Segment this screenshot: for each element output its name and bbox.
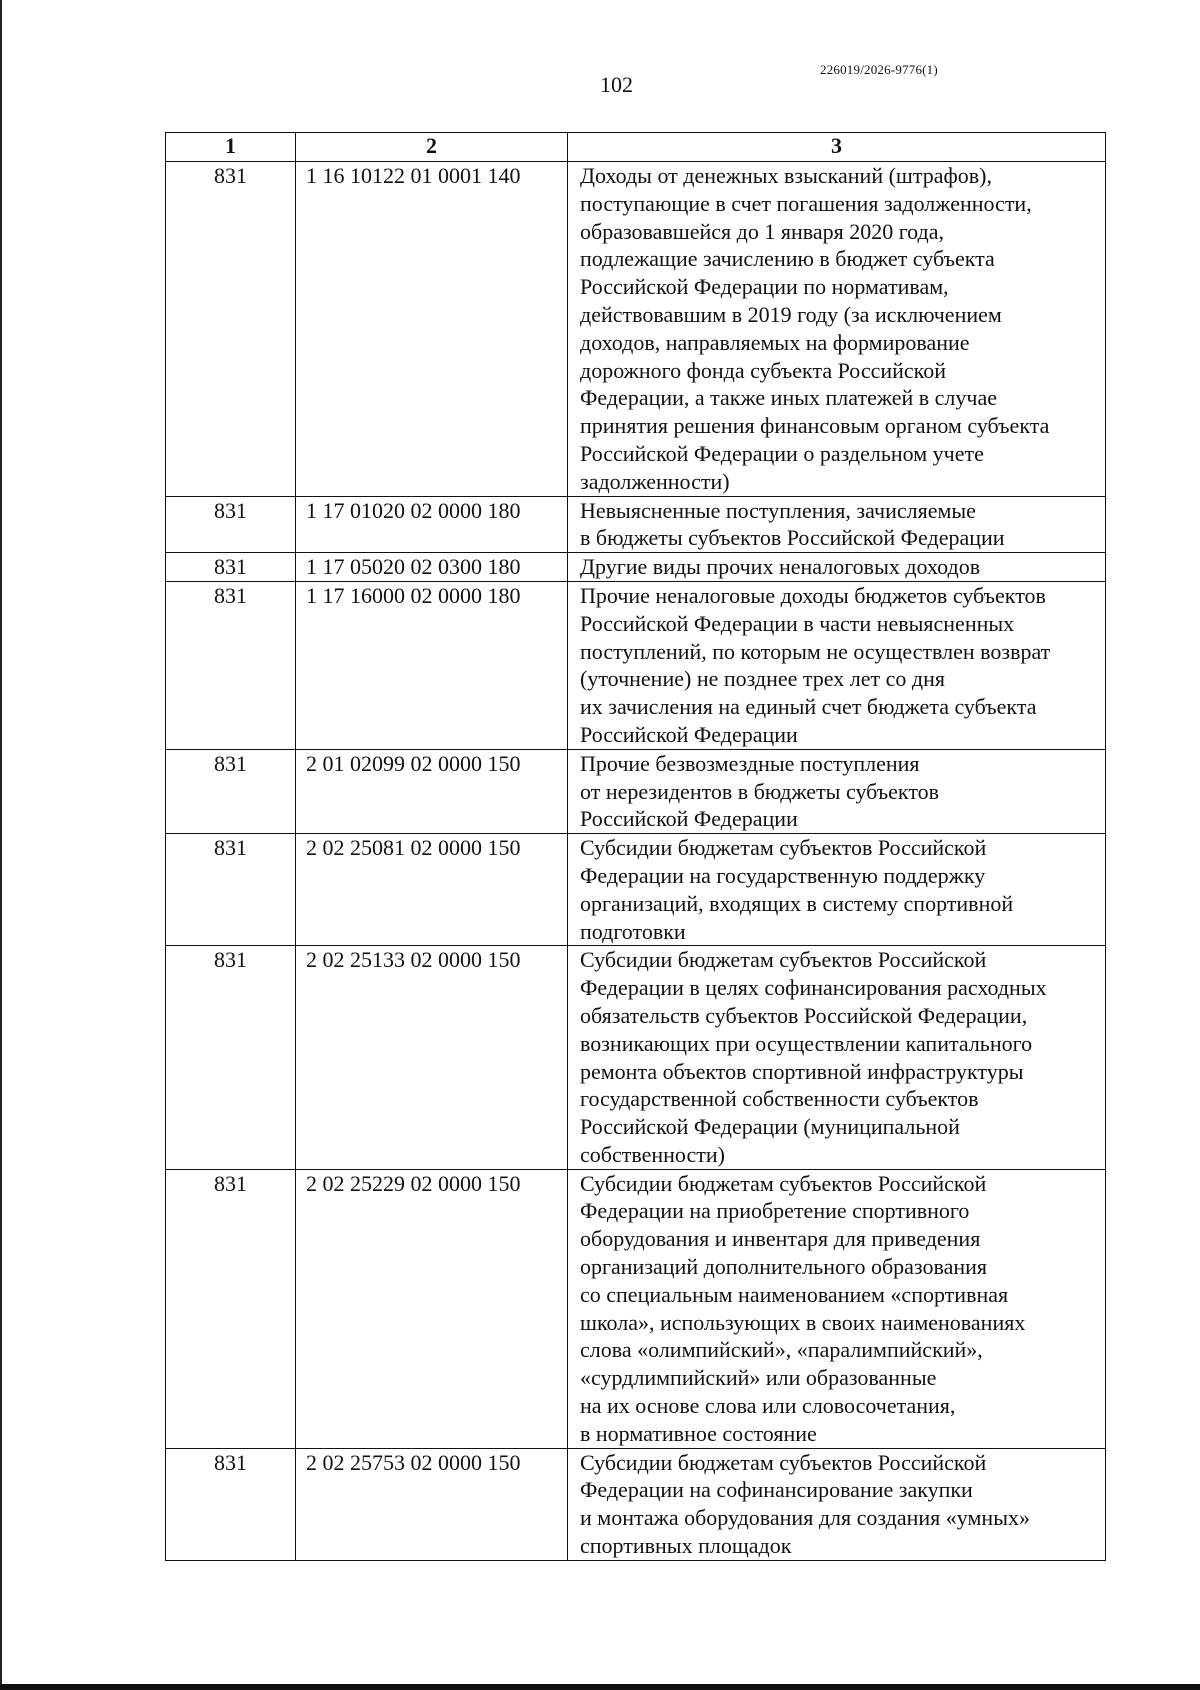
income-code-cell: 2 02 25753 02 0000 150	[296, 1448, 568, 1560]
description-line: оборудования и инвентаря для приведения	[580, 1226, 981, 1252]
description-line: задолженности)	[580, 468, 730, 494]
admin-code-cell: 831	[166, 553, 296, 582]
admin-code-cell: 831	[166, 1448, 296, 1560]
description-line: Федерации на государственную поддержку	[580, 862, 986, 888]
description-line: Другие виды прочих неналоговых доходов	[580, 554, 981, 580]
description-line: обязательств субъектов Российской Федерации,	[580, 1002, 1028, 1028]
description-line: ремонта объектов спортивной инфраструктуры	[580, 1058, 1024, 1084]
description-line: поступающие в счет погашения задолженности,	[580, 190, 1032, 216]
income-description-cell	[568, 496, 1106, 553]
description-line: Невыясненные поступления, зачисляемые	[580, 497, 976, 523]
description-line: организаций, входящих в систему спортивной	[580, 890, 1014, 916]
income-description-cell	[568, 581, 1106, 749]
description-line: действовавшим в 2019 году (за исключением	[580, 301, 1002, 327]
description-line: слова «олимпийский», «паралимпийский»,	[580, 1337, 983, 1363]
table-row	[166, 496, 1106, 553]
description-line: Субсидии бюджетам субъектов Российской	[580, 835, 987, 861]
admin-code-cell: 831	[166, 946, 296, 1169]
income-description-cell	[568, 1448, 1106, 1560]
income-code-cell: 1 17 05020 02 0300 180	[296, 553, 568, 582]
description-line: Федерации, а также иных платежей в случае	[580, 385, 998, 411]
description-line: государственной собственности субъектов	[580, 1086, 979, 1112]
income-code-cell: 2 02 25133 02 0000 150	[296, 946, 568, 1169]
description-line: Российской Федерации в части невыясненных	[580, 610, 1015, 636]
description-line: Субсидии бюджетам субъектов Российской	[580, 947, 987, 973]
page-number: 102	[600, 72, 633, 97]
description-line: со специальным наименованием «спортивная	[580, 1281, 1009, 1307]
description-line: Российской Федерации по нормативам,	[580, 274, 949, 300]
description-line: собственности)	[580, 1141, 725, 1167]
table-row	[166, 834, 1106, 946]
description-line: школа», использующих в своих наименованиях	[580, 1309, 1026, 1335]
admin-code-cell: 831	[166, 1169, 296, 1448]
description-line: их зачисления на единый счет бюджета субъекта	[580, 694, 1037, 720]
admin-code-cell: 831	[166, 581, 296, 749]
scan-edge-left	[0, 0, 2, 1690]
description-line: Прочие неналоговые доходы бюджетов субъектов	[580, 582, 1046, 608]
column-header-1: 1	[166, 133, 296, 162]
income-codes-table-wrapper	[165, 132, 1105, 1561]
income-code-cell: 2 01 02099 02 0000 150	[296, 749, 568, 833]
description-line: в нормативное состояние	[580, 1420, 817, 1446]
table-row	[166, 1448, 1106, 1560]
document-number: 226019/2026-9776(1)	[820, 62, 938, 77]
description-line: подлежащие зачислению в бюджет субъекта	[580, 246, 995, 272]
scan-edge-bottom	[0, 1684, 1200, 1690]
description-line: Федерации на софинансирование закупки	[580, 1477, 973, 1503]
income-code-cell: 1 17 16000 02 0000 180	[296, 581, 568, 749]
income-description-cell	[568, 1169, 1106, 1448]
description-line: от нерезидентов в бюджеты субъектов	[580, 778, 940, 804]
description-line: Российской Федерации (муниципальной	[580, 1114, 960, 1140]
income-code-cell: 1 16 10122 01 0001 140	[296, 162, 568, 497]
description-line: на их основе слова или словосочетания,	[580, 1393, 956, 1419]
table-row	[166, 946, 1106, 1169]
description-line: Российской Федерации	[580, 721, 798, 747]
description-line: Доходы от денежных взысканий (штрафов),	[580, 163, 992, 188]
table-header-row	[166, 133, 1106, 162]
description-line: подготовки	[580, 918, 686, 944]
description-line: Федерации в целях софинансирования расходных	[580, 975, 1047, 1001]
table-row	[166, 1169, 1106, 1448]
admin-code-cell: 831	[166, 834, 296, 946]
description-line: поступлений, по которым не осуществлен возврат	[580, 638, 1051, 664]
income-codes-table	[165, 132, 1106, 1561]
income-description-cell	[568, 946, 1106, 1169]
admin-code-cell: 831	[166, 749, 296, 833]
description-line: доходов, направляемых на формирование	[580, 329, 970, 355]
description-line: спортивных площадок	[580, 1533, 792, 1559]
income-code-cell: 2 02 25229 02 0000 150	[296, 1169, 568, 1448]
income-description-cell	[568, 162, 1106, 497]
income-code-cell: 2 02 25081 02 0000 150	[296, 834, 568, 946]
description-line: организаций дополнительного образования	[580, 1254, 987, 1280]
description-line: возникающих при осуществлении капитального	[580, 1030, 1033, 1056]
admin-code-cell: 831	[166, 496, 296, 553]
table-row	[166, 749, 1106, 833]
admin-code-cell: 831	[166, 162, 296, 497]
description-line: Субсидии бюджетам субъектов Российской	[580, 1170, 987, 1196]
table-body	[166, 162, 1106, 1561]
description-line: (уточнение) не позднее трех лет со дня	[580, 666, 945, 692]
description-line: принятия решения финансовым органом субъекта	[580, 413, 1050, 439]
income-description-cell	[568, 834, 1106, 946]
description-line: в бюджеты субъектов Российской Федерации	[580, 525, 1005, 551]
income-description-cell	[568, 553, 1106, 582]
table-row	[166, 581, 1106, 749]
column-header-3: 3	[568, 133, 1106, 162]
description-line: дорожного фонда субъекта Российской	[580, 357, 947, 383]
description-line: Прочие безвозмездные поступления	[580, 750, 920, 776]
column-header-2: 2	[296, 133, 568, 162]
description-line: Российской Федерации о раздельном учете	[580, 440, 984, 466]
description-line: «сурдлимпийский» или образованные	[580, 1365, 937, 1391]
table-row	[166, 553, 1106, 582]
income-description-cell	[568, 749, 1106, 833]
description-line: Федерации на приобретение спортивного	[580, 1198, 970, 1224]
description-line: и монтажа оборудования для создания «умных»	[580, 1505, 1030, 1531]
income-code-cell: 1 17 01020 02 0000 180	[296, 496, 568, 553]
table-row	[166, 162, 1106, 497]
description-line: Субсидии бюджетам субъектов Российской	[580, 1449, 987, 1475]
description-line: Российской Федерации	[580, 806, 798, 832]
description-line: образовавшейся до 1 января 2020 года,	[580, 218, 944, 244]
